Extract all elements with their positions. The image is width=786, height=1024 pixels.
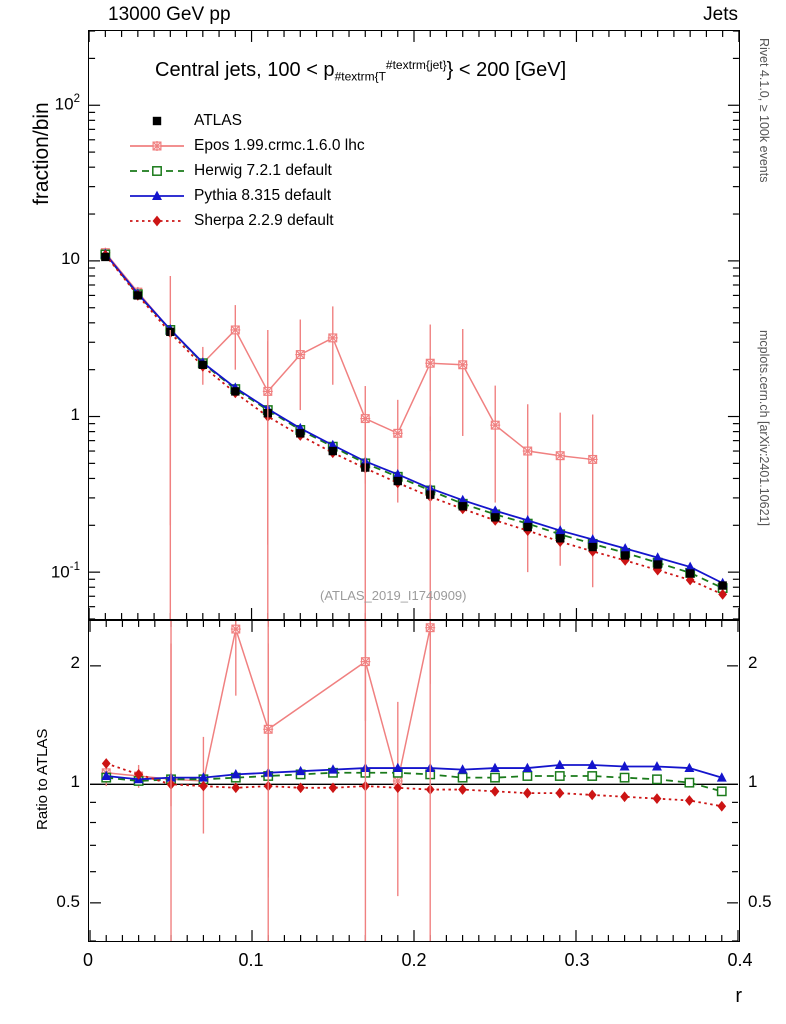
x-tick-label: 0.1 [238,950,264,970]
plot-title-sub: #textrm{T [334,69,386,84]
legend-entry[interactable] [128,208,365,233]
main-y-tick-label: 10 [61,248,80,268]
legend-marker-1 [128,136,186,156]
legend-marker-3 [128,186,186,206]
legend-marker-0 [128,111,186,131]
legend-entry[interactable] [128,133,365,158]
x-tick-label: 0.2 [401,950,427,970]
legend-marker-2 [128,161,186,181]
rivet-version-label: Rivet 4.1.0, ≥ 100k events [757,38,771,183]
ratio-y-tick-label-left: 2 [70,653,80,673]
ratio-y-axis-label: Ratio to ATLAS [34,728,51,830]
legend [128,108,365,233]
header-analysis-label: Jets [703,4,738,25]
ratio-y-tick-label-left: 0.5 [56,891,80,911]
plot-title-part1: Central jets, 100 < p [155,59,335,82]
main-y-tick-label: $10^2$ [54,92,80,113]
ratio-plot-graphics [89,621,739,941]
main-y-tick-label: 1 [70,404,80,424]
ratio-plot-panel [88,620,740,942]
x-tick-label: 0 [82,950,93,970]
ratio-y-tick-label-right: 2 [748,653,758,673]
x-tick-label: 0.3 [564,950,590,970]
plot-title-part2: } < 200 [GeV] [446,59,567,82]
legend-entry[interactable] [128,108,365,133]
ratio-y-tick-label-left: 1 [70,772,80,792]
analysis-watermark: (ATLAS_2019_I1740909) [320,588,467,603]
legend-entry[interactable] [128,158,365,183]
plot-title [155,58,566,83]
ratio-y-tick-label-right: 0.5 [748,891,772,911]
legend-label: Herwig 7.2.1 default [194,161,332,179]
x-axis-label: r [735,985,742,1007]
legend-marker-4 [128,211,186,231]
main-y-tick-label: $10^{-1}$ [50,560,80,582]
plot-title-sup: #textrm{jet} [385,58,447,72]
mcplots-reference-label: mcplots.cern.ch [arXiv:2401.10621] [757,330,771,526]
main-y-axis-label: fraction/bin [30,102,53,205]
legend-label: Sherpa 2.2.9 default [194,211,334,229]
x-tick-label: 0.4 [727,950,753,970]
ratio-y-tick-label-right: 1 [748,772,758,792]
legend-label: Epos 1.99.crmc.1.6.0 lhc [194,136,365,154]
legend-label: ATLAS [194,111,242,129]
legend-entry[interactable] [128,183,365,208]
legend-label: Pythia 8.315 default [194,186,332,204]
header-beam-label: 13000 GeV pp [108,4,231,25]
